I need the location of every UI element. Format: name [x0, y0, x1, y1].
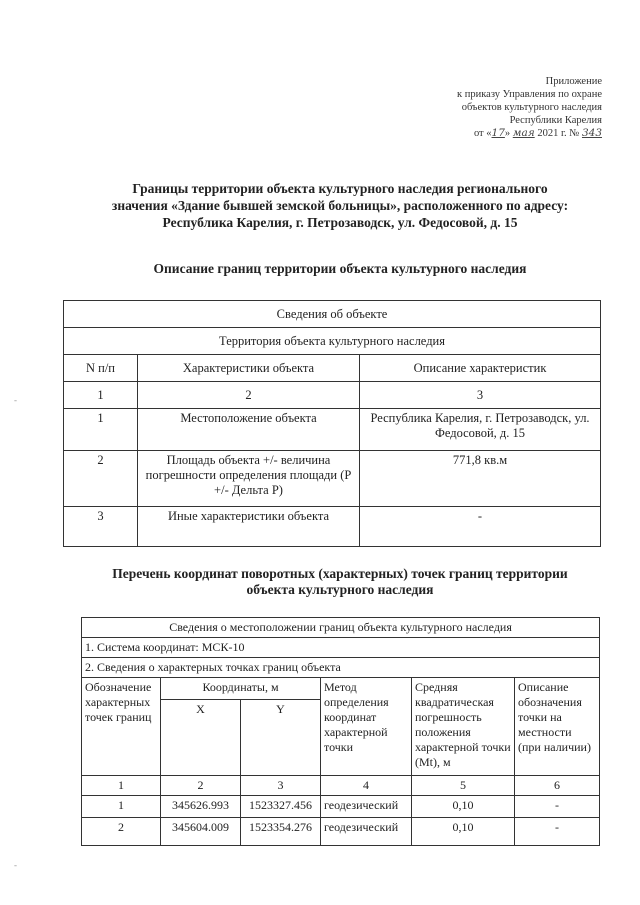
table-header: Сведения об объекте: [64, 301, 601, 328]
title-line: значения «Здание бывшей земской больницы», расположенного по адресу:: [111, 198, 569, 213]
table-subheader: Территория объекта культурного наследия: [64, 328, 601, 355]
column-header: N п/п: [64, 355, 138, 382]
point-id: 2: [82, 818, 161, 846]
column-number: 3: [241, 776, 321, 796]
section2-title: [60, 566, 620, 598]
row-name: Местоположение объекта: [138, 409, 360, 451]
document-title: [60, 180, 620, 231]
coord-x: 345626.993: [161, 796, 241, 818]
row-desc: -: [360, 507, 601, 547]
date-mid: »: [504, 128, 511, 139]
row-number: 2: [64, 451, 138, 507]
title-line: Границы территории объекта культурного наследия регионального: [132, 181, 548, 196]
column-number: 5: [412, 776, 515, 796]
row-number: 3: [64, 507, 138, 547]
column-header: Координаты, м: [161, 678, 321, 700]
handwritten-day: 17: [491, 127, 505, 139]
coord-system: 1. Система координат: МСК-10: [82, 638, 600, 658]
section2-title-line: Перечень координат поворотных (характерных) точек границ территории: [112, 566, 568, 581]
table-row: [64, 507, 601, 547]
coord-x: 345604.009: [161, 818, 241, 846]
method: геодезический: [321, 796, 412, 818]
column-number: 2: [138, 382, 360, 409]
appendix-line: к приказу Управления по охране: [457, 89, 602, 100]
error: 0,10: [412, 818, 515, 846]
table-row: [64, 451, 601, 507]
method: геодезический: [321, 818, 412, 846]
column-header: Характеристики объекта: [138, 355, 360, 382]
table-row: [64, 409, 601, 451]
column-number: 1: [82, 776, 161, 796]
row-number: 1: [64, 409, 138, 451]
point-desc: -: [515, 818, 600, 846]
coord-y: 1523354.276: [241, 818, 321, 846]
column-number: 4: [321, 776, 412, 796]
margin-mark: -: [14, 395, 17, 405]
points-header: 2. Сведения о характерных точках границ объекта: [82, 658, 600, 678]
row-name: Площадь объекта +/- величина погрешности определения площади (P +/- Дельта P): [138, 451, 360, 507]
margin-mark: -: [14, 860, 17, 870]
appendix-line: объектов культурного наследия: [461, 102, 602, 113]
column-number: 3: [360, 382, 601, 409]
title-line: Республика Карелия, г. Петрозаводск, ул. Федосовой, д. 15: [162, 215, 518, 230]
column-header: Обозначение характерных точек границ: [82, 678, 161, 776]
appendix-line: Республики Карелия: [509, 115, 602, 126]
column-header: Описание характеристик: [360, 355, 601, 382]
appendix-line: Приложение: [545, 76, 602, 87]
appendix-block: [457, 75, 602, 140]
row-name: Иные характеристики объекта: [138, 507, 360, 547]
column-number: 6: [515, 776, 600, 796]
column-number: 1: [64, 382, 138, 409]
point-desc: -: [515, 796, 600, 818]
object-info-table: [63, 300, 601, 547]
coord-y: 1523327.456: [241, 796, 321, 818]
column-header-x: X: [161, 700, 241, 776]
row-desc: Республика Карелия, г. Петрозаводск, ул. Федосовой, д. 15: [360, 409, 601, 451]
table-row: [82, 818, 600, 846]
appendix-date: [457, 127, 602, 140]
column-header: Описание обозначения точки на местности (при наличии): [515, 678, 600, 776]
error: 0,10: [412, 796, 515, 818]
table-row: [82, 796, 600, 818]
handwritten-number: 343: [581, 127, 602, 139]
column-header: Средняя квадратическая погрешность положения характерной точки (Mt), м: [412, 678, 515, 776]
date-prefix: от «: [473, 128, 492, 139]
handwritten-month: мая: [512, 127, 535, 139]
coordinates-table: [81, 617, 600, 846]
column-number: 2: [161, 776, 241, 796]
column-header-y: Y: [241, 700, 321, 776]
table-header: Сведения о местоположении границ объекта культурного наследия: [82, 618, 600, 638]
row-desc: 771,8 кв.м: [360, 451, 601, 507]
section2-title-line: объекта культурного наследия: [246, 582, 434, 597]
section1-title: Описание границ территории объекта культурного наследия: [153, 261, 527, 276]
column-header: Метод определения координат характерной точки: [321, 678, 412, 776]
point-id: 1: [82, 796, 161, 818]
date-year: 2021 г. №: [537, 128, 580, 139]
